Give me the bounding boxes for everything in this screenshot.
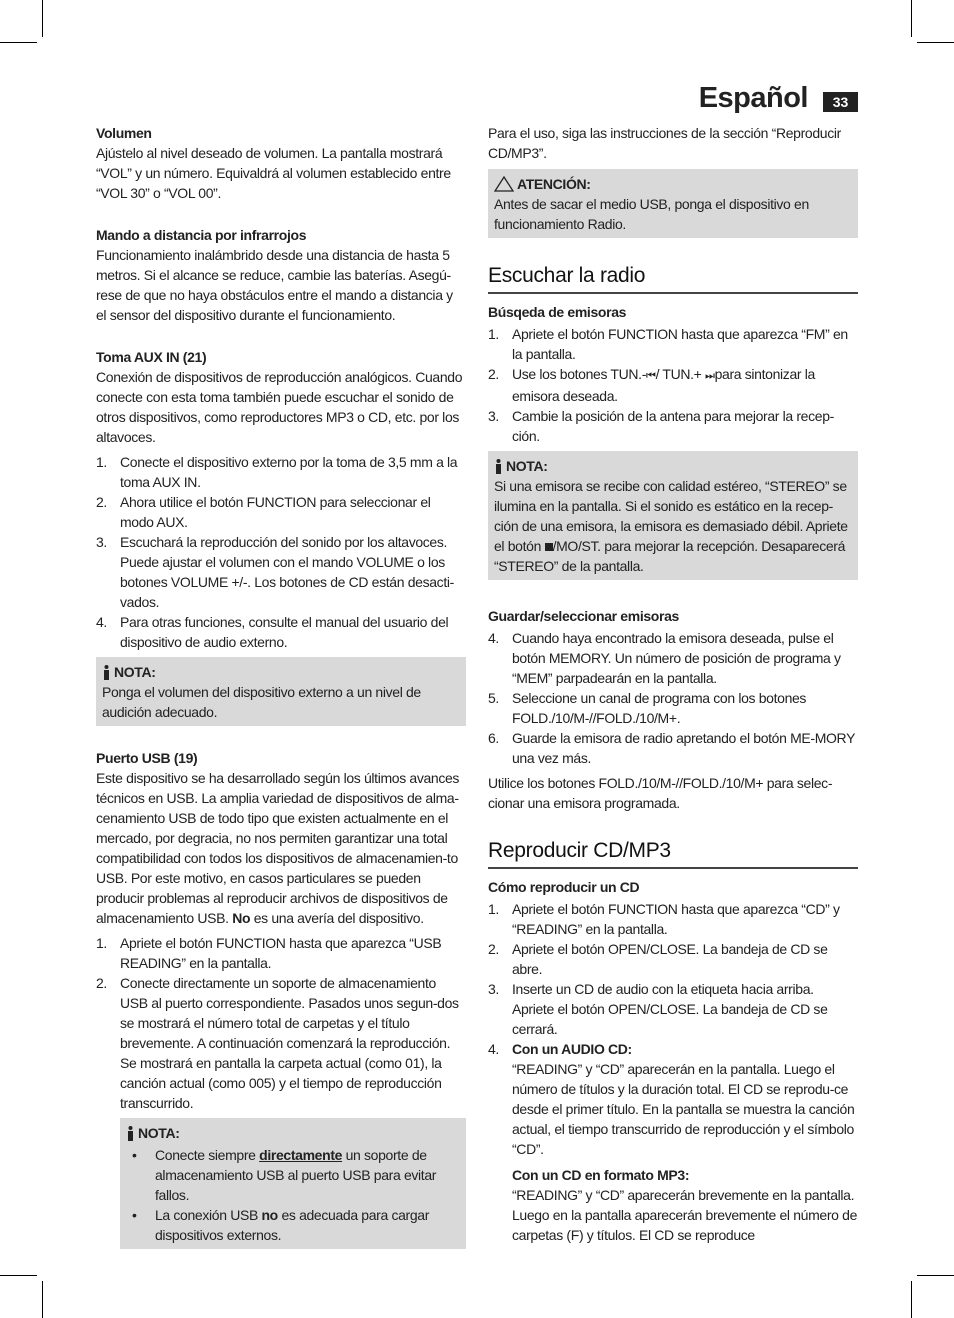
- list-item: 1. Conecte el dispositivo externo por la toma de 3,5 mm a la toma AUX IN.: [96, 454, 458, 490]
- language-title: Español: [698, 82, 808, 114]
- list-item: 4. Cuando haya encontrado la emisora deseada, pulse el botón MEMORY. Un número de posición de programa y “MEM” parpadearán en la pantalla.: [488, 630, 841, 686]
- radio-outro: Utilice los botones FOLD./10/M-//FOLD./10/M+ para selec-cionar una emisora programada.: [488, 775, 833, 811]
- list-item: 2. Use los botones TUN.-⏮/ TUN.+ ⏭para sintonizar la emisora deseada.: [488, 366, 815, 404]
- usb-heading: Puerto USB (19): [96, 750, 198, 766]
- list-item: 2. Apriete el botón OPEN/CLOSE. La bandeja de CD se abre.: [488, 941, 828, 977]
- list-item: 5. Seleccione un canal de programa con los botones FOLD./10/M-//FOLD./10/M+.: [488, 690, 807, 726]
- volume-heading: Volumen: [96, 125, 152, 141]
- remote-heading: Mando a distancia por infrarrojos: [96, 227, 307, 243]
- note-text: Ponga el volumen del dispositivo externo a un nivel de audición adecuado.: [102, 684, 421, 720]
- aux-note-box: [96, 657, 466, 726]
- list-item: 1. Apriete el botón FUNCTION hasta que aparezca “CD” y “READING” en la pantalla.: [488, 901, 840, 937]
- usb-note-box: [120, 1118, 466, 1249]
- audio-cd-label: Con un AUDIO CD:: [512, 1041, 632, 1057]
- mp3-cd-label: Con un CD en formato MP3:: [512, 1167, 690, 1183]
- crop-mark: [42, 1281, 43, 1318]
- note-label: NOTA:: [114, 664, 156, 680]
- intro-text: Para el uso, siga las instrucciones de la sección “Reproducir CD/MP3”.: [488, 125, 841, 161]
- warning-icon: [494, 176, 514, 192]
- list-item: 3. Cambie la posición de la antena para mejorar la recep-ción.: [488, 408, 834, 444]
- list-item: 4. Para otras funciones, consulte el manual del usuario del dispositivo de audio externo.: [96, 614, 449, 650]
- aux-heading: Toma AUX IN (21): [96, 349, 207, 365]
- skip-forward-icon: ⏭: [705, 370, 715, 382]
- note-label: NOTA:: [506, 458, 548, 474]
- warning-label: ATENCIÓN:: [517, 176, 591, 192]
- volume-text: Ajústelo al nivel deseado de volumen. La pantalla mostrará “VOL” y un número. Equivaldrá al volumen establecido entre “VOL 30” o “VOL 00”.: [96, 145, 451, 201]
- remote-text: Funcionamiento inalámbrido desde una distancia de hasta 5 metros. Si el alcance se reduce, cambie las baterías. Asegú-rese de que no haya obstáculos entre el mando a distancia y el sensor del dispositivo durante el funcionamiento.: [96, 247, 453, 323]
- crop-mark: [911, 1281, 912, 1318]
- info-icon: [102, 665, 111, 680]
- list-item: 3. Escuchará la reproducción del sonido por los altavoces. Puede ajustar el volumen con el mando VOLUME o los botones VOLUME +/-. Los botones de CD están desacti-vados.: [96, 534, 454, 610]
- radio-note-box: [488, 451, 858, 580]
- stop-icon: [545, 543, 553, 551]
- skip-back-icon: ⏮: [646, 370, 656, 382]
- crop-mark: [0, 42, 37, 43]
- list-item: 2. Conecte directamente un soporte de almacenamiento USB al puerto correspondiente. Pasados unos segun-dos se mostrará el número total de carpetas y el título brevemente. A continuación comenzará la reproducción. Se mostrará en pantalla la carpeta actual (como 01), la canción actual (como 005) y el tiempo de reproducción transcurrido.: [96, 975, 459, 1111]
- left-column: [96, 121, 466, 1249]
- usb-text: Este dispositivo se ha desarrollado según los últimos avances técnicos en USB. La amplia variedad de dispositivos de alma-cenamiento USB de todo tipo que existen actualmente en el mercado, por degracia, no nos permiten garantizar una total compatibilidad con todos los dispositivos de almacenamien-to USB. Por este motivo, en casos particulares se pueden producir problemas al reproducir archivos de dispositivos de almacenamiento USB. No es una avería del dispositivo.: [96, 770, 460, 926]
- audio-cd-text: “READING” y “CD” aparecerán en la pantalla. Luego el número de títulos y la duración total. El CD se reprodu-ce desde el primer título. En la pantalla se muestra la canción actual, el tiempo transcurrido de reproducción y el símbolo “CD”.: [512, 1061, 855, 1157]
- aux-steps: [96, 452, 466, 652]
- list-item: 1. Apriete el botón FUNCTION hasta que aparezca “FM” en la pantalla.: [488, 326, 848, 362]
- warning-text: Antes de sacar el medio USB, ponga el dispositivo en funcionamiento Radio.: [494, 196, 809, 232]
- crop-mark: [42, 0, 43, 37]
- crop-mark: [917, 1275, 954, 1276]
- usb-steps: [96, 933, 466, 1113]
- right-column: [488, 121, 858, 1245]
- save-heading: Guardar/seleccionar emisoras: [488, 608, 679, 624]
- search-heading: Búsqeda de emisoras: [488, 304, 627, 320]
- how-heading: Cómo reproducir un CD: [488, 879, 640, 895]
- mp3-cd-text: “READING” y “CD” aparecerán brevemente en la pantalla. Luego en la pantalla aparecerán brevemente el número de carpetas (F) y títulos. El CD se reproduce: [512, 1187, 858, 1243]
- crop-mark: [917, 42, 954, 43]
- search-steps: [488, 324, 858, 446]
- list-item: 1. Apriete el botón FUNCTION hasta que aparezca “USB READING” en la pantalla.: [96, 935, 442, 971]
- page-number: 33: [823, 92, 858, 112]
- warning-box: [488, 169, 858, 238]
- list-item: • La conexión USB no es adecuada para cargar dispositivos externos.: [132, 1207, 430, 1243]
- note-text: Si una emisora se recibe con calidad estéreo, “STEREO” se ilumina en la pantalla. Si el sonido es estático en la recep-ción de una emisora, la emisora es demasiado débil. Apriete el botón /MO/ST. para mejorar la recepción. Desaparecerá “STEREO” de la pantalla.: [494, 478, 848, 574]
- list-item: 6. Guarde la emisora de radio apretando el botón ME-MORY una vez más.: [488, 730, 855, 766]
- aux-text: Conexión de dispositivos de reproducción analógicos. Cuando conecte con esta toma también puede escuchar el sonido de otros dispositivos, como reproductores MP3 o CD, etc. por los altavoces.: [96, 369, 463, 445]
- list-item: • Conecte siempre directamente un soporte de almacenamiento USB al puerto USB para evitar fallos.: [132, 1147, 437, 1203]
- list-item: 3. Inserte un CD de audio con la etiqueta hacia arriba. Apriete el botón OPEN/CLOSE. La bandeja de CD se cerrará.: [488, 981, 828, 1037]
- list-item: 4. Con un AUDIO CD: “READING” y “CD” aparecerán en la pantalla. Luego el número de títulos y la duración total. El CD se reprodu-ce desde el primer título. En la pantalla se muestra la canción actual, el tiempo transcurrido de reproducción y el símbolo “CD”. Con un CD en formato MP3: “READING” y “CD” aparecerán brevemente en la pantalla. Luego en la pantalla aparecerán brevemente el número de carpetas (F) y títulos. El CD se reproduce: [488, 1041, 858, 1243]
- info-icon: [126, 1126, 135, 1141]
- crop-mark: [0, 1275, 37, 1276]
- note-label: NOTA:: [138, 1125, 180, 1141]
- list-item: 2. Ahora utilice el botón FUNCTION para seleccionar el modo AUX.: [96, 494, 431, 530]
- cd-heading: Reproducir CD/MP3: [488, 837, 858, 869]
- crop-mark: [911, 0, 912, 37]
- info-icon: [494, 459, 503, 474]
- save-steps: [488, 628, 858, 768]
- cd-steps: [488, 899, 858, 1245]
- radio-heading: Escuchar la radio: [488, 262, 858, 294]
